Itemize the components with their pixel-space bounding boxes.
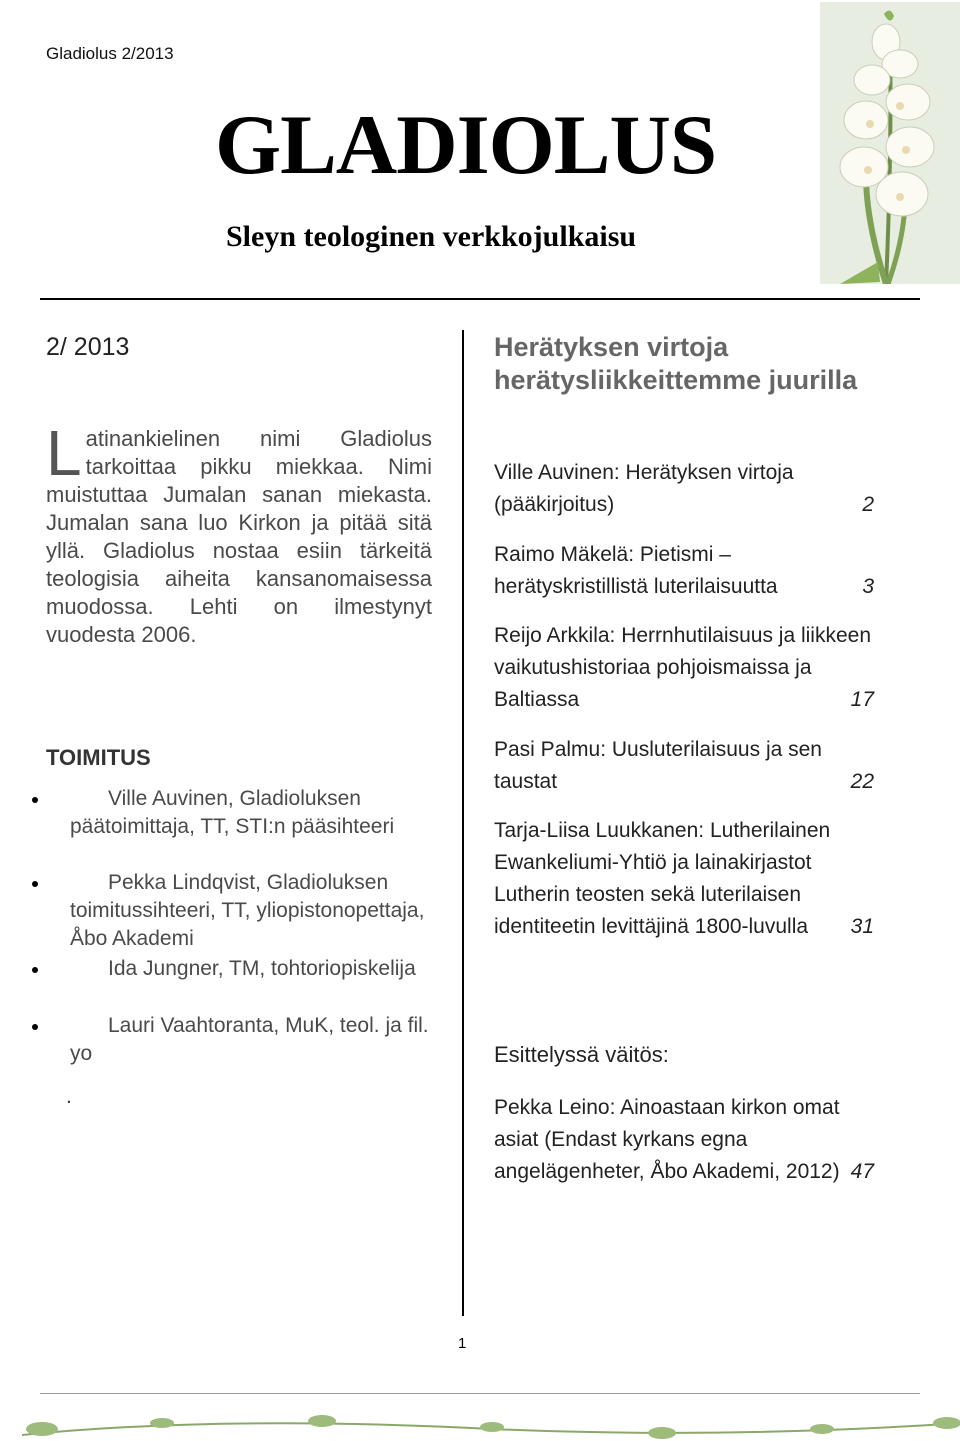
- toc-page: 31: [850, 915, 874, 938]
- staff-item: [70, 869, 442, 953]
- staff-item: [70, 1012, 442, 1068]
- masthead-title: GLADIOLUS: [215, 98, 717, 192]
- toc-entry[interactable]: Raimo Mäkelä: Pietismi – herätyskristillistä luterilaisuutta 3: [494, 539, 874, 603]
- staff-text: Lauri Vaahtoranta, MuK, teol. ja fil. yo: [70, 1014, 429, 1065]
- intro-text: atinankielinen nimi Gladiolus tarkoittaa pikku miekkaa. Nimi muistuttaa Jumalan sanan miekasta. Jumalan sana luo Kirkon ja pitää sitä yllä. Gladiolus nostaa esiin tärkeitä teologisia aiheita kansanomaisessa muodossa. Lehti on ilmestynyt vuodesta 2006.: [46, 426, 432, 647]
- bullet-icon: [32, 967, 38, 973]
- header-divider: [40, 298, 920, 300]
- editorial-heading: TOIMITUS: [46, 745, 151, 770]
- toc-page: 2: [862, 493, 874, 516]
- toc-entry[interactable]: Ville Auvinen: Herätyksen virtoja (pääkirjoitus) 2: [494, 457, 874, 521]
- stray-period: .: [66, 1085, 72, 1108]
- bullet-icon: [32, 1024, 38, 1030]
- drop-cap: L: [46, 417, 82, 489]
- thesis-subheading: Esittelyssä väitös:: [494, 1042, 669, 1067]
- masthead-subtitle: Sleyn teologinen verkkojulkaisu: [226, 220, 637, 253]
- toc-page: 22: [850, 770, 874, 793]
- toc-page: 3: [862, 575, 874, 598]
- bullet-icon: [32, 881, 38, 887]
- gladiolus-flower-icon: [820, 2, 960, 284]
- staff-item: [70, 785, 442, 841]
- toc-entry[interactable]: Tarja-Liisa Luukkanen: Lutherilainen Ewankeliumi-Yhtiö ja lainakirjastot Lutherin teosten sekä luterilaisen identiteetin levittäjinä 1800-luvulla 31: [494, 815, 874, 943]
- leaf-border-icon: [22, 1405, 960, 1441]
- toc-page: 17: [850, 688, 874, 711]
- column-divider: [462, 330, 464, 1316]
- staff-text: Pekka Lindqvist, Gladioluksen toimitussihteeri, TT, yliopistonopettaja, Åbo Akademi: [70, 871, 425, 950]
- staff-item: [70, 955, 442, 983]
- toc-page: 47: [850, 1160, 874, 1183]
- bullet-icon: [32, 797, 38, 803]
- intro-paragraph: [46, 417, 432, 649]
- staff-text: Ville Auvinen, Gladioluksen päätoimittaja, TT, STI:n pääsihteeri: [70, 787, 395, 838]
- issue-theme-title: Herätyksen virtoja herätysliikkeittemme juurilla: [494, 332, 858, 395]
- toc-entry[interactable]: Reijo Arkkila: Herrnhutilaisuus ja liikkeen vaikutushistoriaa pohjoismaissa ja Baltiassa 17: [494, 620, 874, 716]
- thesis-entry[interactable]: Pekka Leino: Ainoastaan kirkon omat asiat (Endast kyrkans egna angelägenheter, Åbo Akademi, 2012) 47: [494, 1092, 874, 1188]
- page-number: 1: [458, 1335, 467, 1352]
- issue-number: 2/ 2013: [46, 333, 130, 361]
- staff-text: Ida Jungner, TM, tohtoriopiskelija: [108, 957, 416, 980]
- running-header: Gladiolus 2/2013: [46, 44, 174, 63]
- footer-divider: [40, 1393, 920, 1394]
- toc-entry[interactable]: Pasi Palmu: Uusluterilaisuus ja sen taustat 22: [494, 734, 874, 798]
